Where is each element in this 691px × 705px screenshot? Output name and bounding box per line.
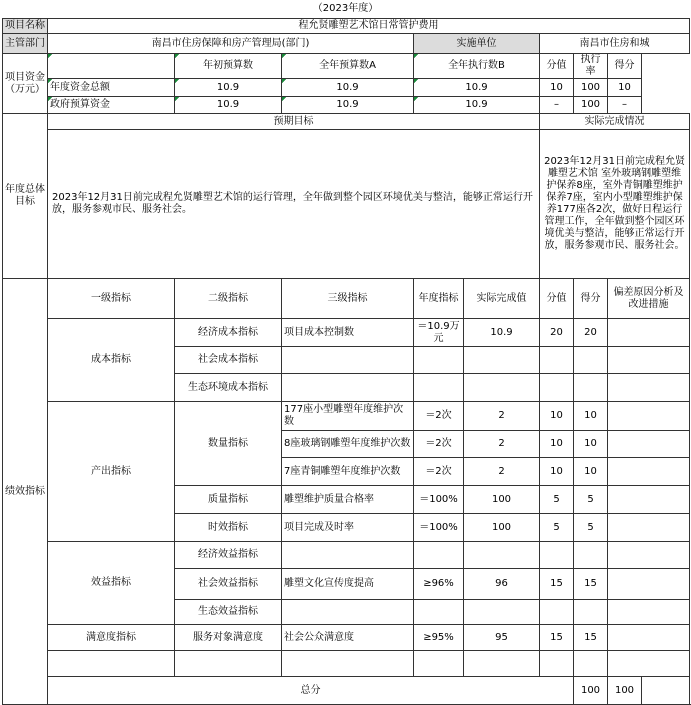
perf-h-score: 分值 <box>540 279 574 319</box>
output-q3: 7座青铜雕塑年度维护次数 <box>282 458 414 486</box>
benefit-l1: 效益指标 <box>48 542 175 625</box>
cost-econ-score: 20 <box>540 319 574 347</box>
project-name: 程允贤雕塑艺术馆日常管护费用 <box>48 19 690 34</box>
col-rate: 执行率 <box>574 54 608 79</box>
output-q1-score: 10 <box>540 402 574 431</box>
perf-label: 绩效指标 <box>3 279 48 705</box>
perf-h-got: 得分 <box>574 279 608 319</box>
perf-h-target: 年度指标 <box>414 279 464 319</box>
col-init-budget: 年初预算数 <box>175 54 282 79</box>
col-score: 分值 <box>540 54 574 79</box>
output-l1: 产出指标 <box>48 402 175 542</box>
benefit-social-score: 15 <box>540 569 574 600</box>
output-q1-target: ＝2次 <box>414 402 464 431</box>
actual-label: 实际完成情况 <box>540 114 690 130</box>
perf-h-reason: 偏差原因分析及改进措施 <box>608 279 690 319</box>
output-time-got: 5 <box>574 514 608 542</box>
total-got: 10 <box>608 79 642 97</box>
satisfaction-got: 15 <box>574 625 608 651</box>
impl-value: 南昌市住房和城 <box>540 34 690 54</box>
output-time: 时效指标 <box>175 514 282 542</box>
expected-goal: 2023年12月31日前完成程允贤雕塑艺术馆的运行管理，全年做到整个园区环境优美与整洁，能够正常运行开放，服务参观市民、服务社会。 <box>48 130 540 279</box>
dept-value: 南昌市住房保障和房产管理局(部门) <box>48 34 414 54</box>
output-q2: 8座玻璃钢雕塑年度维护次数 <box>282 431 414 458</box>
total-label: 总分 <box>48 677 574 705</box>
gov-rate: 100 <box>574 97 608 114</box>
actual-goal: 2023年12月31日前完成程允贤雕塑艺术馆 室外玻璃钢雕塑维护保养8座，室外青铜雕塑维护保养7座，室内小型雕塑维护保养177座各2次，做好日程运行管理工作，全年做到整个园区环境优美与整洁，能够正常运行开放，服务参观市民、服务社会。 <box>540 130 690 279</box>
output-q1-actual: 2 <box>464 402 540 431</box>
output-q3-actual: 2 <box>464 458 540 486</box>
satisfaction-l1: 满意度指标 <box>48 625 175 651</box>
project-name-label: 项目名称 <box>3 19 48 34</box>
gov-score: – <box>540 97 574 114</box>
total-score: 10 <box>540 79 574 97</box>
goals-label: 年度总体目标 <box>3 114 48 279</box>
satisfaction-score: 15 <box>540 625 574 651</box>
satisfaction-actual: 95 <box>464 625 540 651</box>
gov-got: – <box>608 97 642 114</box>
gov-init: 10.9 <box>175 97 282 114</box>
benefit-social-target: ≥96% <box>414 569 464 600</box>
output-q1: 177座小型雕塑年度维护次数 <box>282 402 414 431</box>
satisfaction-l3: 社会公众满意度 <box>282 625 414 651</box>
output-q2-score: 10 <box>540 431 574 458</box>
dept-label: 主管部门 <box>3 34 48 54</box>
output-time-score: 5 <box>540 514 574 542</box>
cost-econ-got: 20 <box>574 319 608 347</box>
output-time-target: ＝100% <box>414 514 464 542</box>
cost-econ-actual: 10.9 <box>464 319 540 347</box>
satisfaction-l2: 服务对象满意度 <box>175 625 282 651</box>
output-quality-actual: 100 <box>464 486 540 514</box>
output-q3-got: 10 <box>574 458 608 486</box>
total-score-sum: 100 <box>574 677 608 705</box>
output-quality-got: 5 <box>574 486 608 514</box>
output-q2-target: ＝2次 <box>414 431 464 458</box>
funds-label: 项目资金（万元） <box>3 54 48 114</box>
cost-eco: 生态环境成本指标 <box>175 374 282 402</box>
perf-h-l3: 三级指标 <box>282 279 414 319</box>
cost-econ-target: ＝10.9万元 <box>414 319 464 347</box>
benefit-social-actual: 96 <box>464 569 540 600</box>
total-full: 10.9 <box>282 79 414 97</box>
output-qty: 数量指标 <box>175 402 282 486</box>
output-q3-score: 10 <box>540 458 574 486</box>
col-full-budget: 全年预算数A <box>282 54 414 79</box>
benefit-social-got: 15 <box>574 569 608 600</box>
cost-social: 社会成本指标 <box>175 347 282 374</box>
total-got-sum: 100 <box>608 677 642 705</box>
gov-full: 10.9 <box>282 97 414 114</box>
perf-h-actual: 实际完成值 <box>464 279 540 319</box>
output-q2-got: 10 <box>574 431 608 458</box>
performance-table <box>2 18 690 705</box>
perf-h-l1: 一级指标 <box>48 279 175 319</box>
total-init: 10.9 <box>175 79 282 97</box>
funds-row-gov: 政府预算资金 <box>48 97 175 114</box>
col-got: 得分 <box>608 54 642 79</box>
output-time-actual: 100 <box>464 514 540 542</box>
output-q1-got: 10 <box>574 402 608 431</box>
col-exec: 全年执行数B <box>414 54 540 79</box>
benefit-social-l3: 雕塑文化宣传度提高 <box>282 569 414 600</box>
impl-label: 实施单位 <box>414 34 540 54</box>
gov-exec: 10.9 <box>414 97 540 114</box>
cost-l1: 成本指标 <box>48 319 175 402</box>
output-time-l3: 项目完成及时率 <box>282 514 414 542</box>
output-q2-actual: 2 <box>464 431 540 458</box>
cost-econ: 经济成本指标 <box>175 319 282 347</box>
expected-label: 预期目标 <box>48 114 540 130</box>
year-caption: （2023年度） <box>312 3 379 14</box>
output-quality-target: ＝100% <box>414 486 464 514</box>
output-quality-l3: 雕塑维护质量合格率 <box>282 486 414 514</box>
total-exec: 10.9 <box>414 79 540 97</box>
benefit-econ: 经济效益指标 <box>175 542 282 569</box>
output-quality-score: 5 <box>540 486 574 514</box>
benefit-social: 社会效益指标 <box>175 569 282 600</box>
total-rate: 100 <box>574 79 608 97</box>
cost-econ-l3: 项目成本控制数 <box>282 319 414 347</box>
output-quality: 质量指标 <box>175 486 282 514</box>
benefit-eco: 生态效益指标 <box>175 600 282 625</box>
funds-row-total: 年度资金总额 <box>48 79 175 97</box>
perf-h-l2: 二级指标 <box>175 279 282 319</box>
output-q3-target: ＝2次 <box>414 458 464 486</box>
satisfaction-target: ≥95% <box>414 625 464 651</box>
